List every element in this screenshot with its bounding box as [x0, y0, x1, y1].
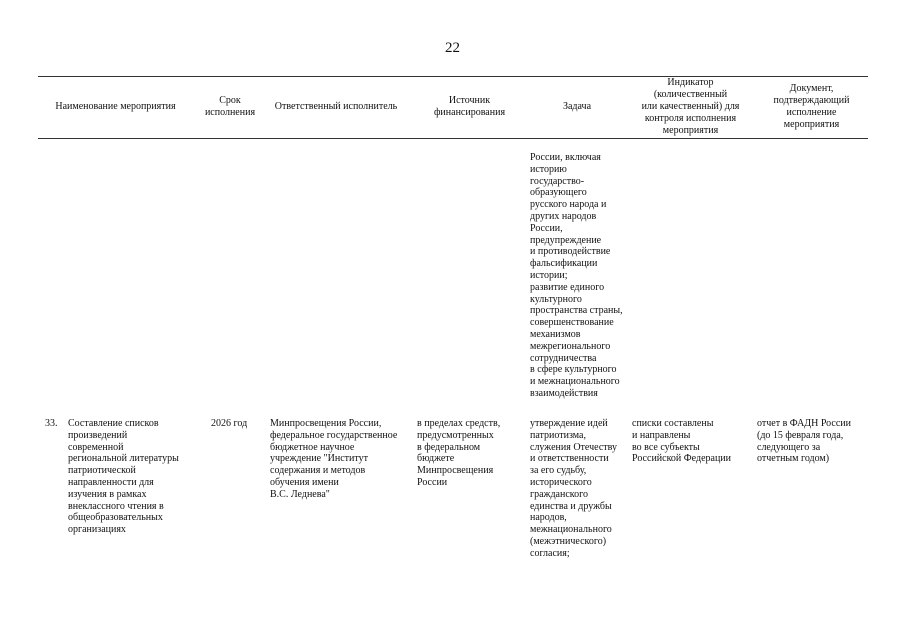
- header-col-name: [38, 77, 193, 137]
- header-col-document-label: Документ, подтверждающий исполнение мероприятия: [773, 83, 850, 130]
- header-col-task: [527, 77, 627, 137]
- row-number: 33.: [45, 418, 58, 429]
- header-col-task-label: Задача: [562, 101, 592, 112]
- row-indicator: списки составлены и направлены во все субъекты Российской Федерации: [632, 418, 732, 465]
- row-deadline: 2026 год: [211, 418, 248, 429]
- row-funding-source: в пределах средств, предусмотренных в федеральном бюджете Минпросвещения России: [417, 418, 501, 488]
- continuation-task-cell: России, включая историю государство- образующего русского народа и других народов России, предупреждение и противодействие фальсификации истории; развитие единого культурного пространства страны, совершенствование механизмов межрегионального сотрудничества в сфере культурного и межнационального взаимодействия: [530, 152, 623, 399]
- page-number: 22: [445, 40, 460, 56]
- header-col-document: [755, 77, 868, 137]
- header-col-executor-label: Ответственный исполнитель: [274, 101, 398, 112]
- header-col-deadline: [200, 77, 260, 137]
- header-col-source: [412, 77, 527, 137]
- header-col-executor: [262, 77, 410, 137]
- header-bottom-rule: [38, 138, 868, 139]
- row-event-name: Составление списков произведений современной региональной литературы патриотической направленности для изучения в рамках внеклассного чтения в общеобразовательных организациях: [68, 418, 179, 536]
- row-confirming-document: отчет в ФАДН России (до 15 февраля года, следующего за отчетным годом): [757, 418, 851, 465]
- header-col-source-label: Источник финансирования: [433, 95, 506, 118]
- row-task: утверждение идей патриотизма, служения Отечеству и ответственности за его судьбу, исторического гражданского единства и дружбы народов, межнационального (межэтнического) согласия;: [530, 418, 618, 559]
- row-executor: Минпросвещения России, федеральное государственное бюджетное научное учреждение "Институт содержания и методов обучения имени В.С. Леднева": [270, 418, 398, 500]
- header-col-name-label: Наименование мероприятия: [55, 101, 176, 112]
- header-col-deadline-label: Срок исполнения: [204, 95, 256, 118]
- header-col-indicator-label: Индикатор (количественный или качественный) для контроля исполнения мероприятия: [641, 77, 740, 136]
- header-col-indicator: [628, 77, 753, 137]
